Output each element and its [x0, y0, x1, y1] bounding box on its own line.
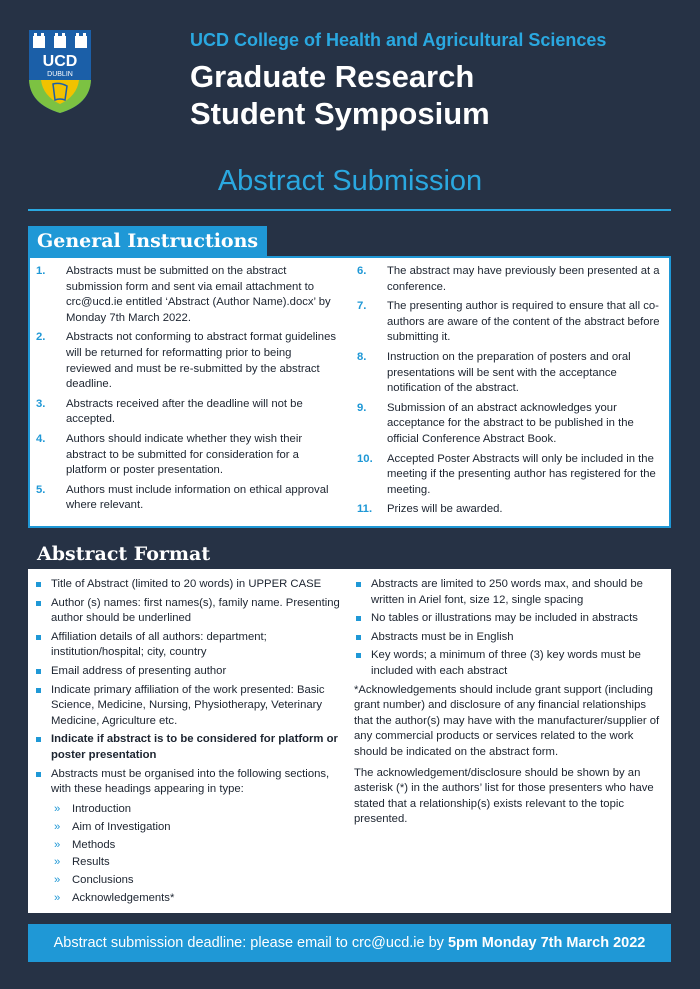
bullet-square-icon: [36, 582, 41, 587]
bullet-square-icon: [36, 635, 41, 640]
instruction-item: 3. Abstracts received after the deadline will not be accepted.: [36, 397, 303, 426]
instruction-item: 7. The presenting author is required to ensure that all co-authors are aware of the content of the abstract before submitting it.: [357, 300, 660, 344]
college-name: UCD College of Health and Agricultural Sciences: [190, 30, 607, 50]
instruction-item: 6. The abstract may have previously been presented at a conference.: [357, 265, 660, 293]
bullet-square-icon: [36, 688, 41, 693]
general-instructions-panel: [28, 256, 671, 528]
abstract-format-panel: [28, 569, 671, 913]
format-left-column: [34, 577, 342, 908]
format-item: Author (s) names: first names(s), family name. Presenting author should be underlined: [34, 596, 342, 627]
format-item: Email address of presenting author: [34, 664, 342, 680]
deadline-text: Abstract submission deadline: please email to crc@ucd.ie by: [53, 935, 444, 951]
section-heading-item: » Acknowledgements*: [34, 890, 342, 908]
abstract-format-heading: Abstract Format: [28, 539, 219, 570]
section-heading-item: » Results: [34, 854, 342, 872]
instruction-item: 4. Authors should indicate whether they wish their abstract to be submitted for consideration for a platform or poster presentation.: [36, 432, 303, 477]
format-item: Affiliation details of all authors: department; institution/hospital; city, country: [34, 630, 342, 661]
deadline-date: 5pm Monday 7th March 2022: [447, 935, 646, 951]
chevron-right-icon: »: [54, 820, 61, 833]
svg-text:UCD: UCD: [42, 53, 78, 70]
bullet-square-icon: [356, 616, 361, 621]
disclosure-note: The acknowledgement/disclosure should be shown by an asterisk (*) in the authors’ list for those presenters who have stated that a relationship(s) exists relevant to the topic presented.: [354, 766, 654, 826]
section-heading-item: » Introduction: [34, 801, 342, 819]
bullet-square-icon: [36, 669, 41, 674]
format-item: Abstracts must be organised into the following sections, with these headings appearing in type:: [34, 767, 342, 798]
bullet-square-icon: [356, 653, 361, 658]
format-item: Abstracts are limited to 250 words max, and should be written in Ariel font, size 12, single spacing: [354, 577, 664, 608]
bullet-square-icon: [36, 737, 41, 742]
acknowledgements-note: *Acknowledgements should include grant support (including grant number) and disclosure of any financial relationships that the author(s) may have with the manufacturer/supplier of any commercial products or services related to the work should be indicated on the abstract form.: [354, 683, 660, 758]
ucd-logo: [27, 28, 93, 114]
format-item: Indicate primary affiliation of the work presented: Basic Science, Medicine, Nursing, Physiotherapy, Veterinary Medicine, Agriculture etc.: [34, 683, 342, 730]
instruction-item: 8. Instruction on the preparation of posters and oral presentations will be sent with the acceptance notification of the abstract.: [357, 350, 631, 395]
page-subtitle: Abstract Submission: [217, 165, 483, 197]
format-item: No tables or illustrations may be included in abstracts: [354, 611, 664, 627]
chevron-right-icon: »: [54, 892, 61, 905]
chevron-right-icon: »: [54, 874, 61, 887]
general-instructions-heading: General Instructions: [28, 226, 267, 257]
instruction-item: 10. Accepted Poster Abstracts will only be included in the meeting if the presenting author has registered for the meeting.: [357, 452, 656, 496]
instruction-item: 2. Abstracts not conforming to abstract format guidelines will be returned for reformatting prior to being reviewed and must be re-submitted by the abstract deadline.: [36, 331, 337, 391]
section-heading-item: » Aim of Investigation: [34, 819, 342, 837]
instruction-item: 1. Abstracts must be submitted on the abstract submission form and sent via email attachment to crc@ucd.ie entitled ‘Abstract (Author Name).docx’ by Monday 7th March 2022.: [36, 265, 331, 324]
deadline-banner: [28, 924, 671, 962]
chevron-right-icon: »: [54, 838, 61, 851]
header-divider: [28, 209, 671, 211]
title-line-1: Graduate Research: [190, 59, 475, 94]
title-line-2: Student Symposium: [190, 96, 490, 131]
format-item: Abstracts must be in English: [354, 630, 664, 646]
format-item-emphasis: Indicate if abstract is to be considered for platform or poster presentation: [34, 732, 342, 763]
bullet-square-icon: [356, 635, 361, 640]
section-heading-item: » Methods: [34, 837, 342, 855]
bullet-square-icon: [36, 601, 41, 606]
format-item: Title of Abstract (limited to 20 words) in UPPER CASE: [34, 577, 342, 593]
format-item: Key words; a minimum of three (3) key words must be included with each abstract: [354, 648, 664, 679]
section-heading-item: » Conclusions: [34, 872, 342, 890]
bullet-square-icon: [36, 772, 41, 777]
instruction-item: 11. Prizes will be awarded.: [357, 503, 503, 516]
svg-text:DUBLIN: DUBLIN: [47, 71, 73, 78]
instructions-right-column: [357, 264, 663, 522]
chevron-right-icon: »: [54, 856, 61, 869]
instruction-item: 9. Submission of an abstract acknowledges your acceptance for the abstract to be published in the official Conference Abstract Book.: [357, 401, 634, 445]
instruction-item: 5. Authors must include information on ethical approval where relevant.: [36, 483, 329, 512]
format-right-column: [354, 577, 664, 833]
bullet-square-icon: [356, 582, 361, 587]
page-title: [190, 58, 490, 132]
section-headings-list: [34, 801, 342, 908]
chevron-right-icon: »: [54, 802, 61, 815]
instructions-left-column: [36, 264, 336, 518]
